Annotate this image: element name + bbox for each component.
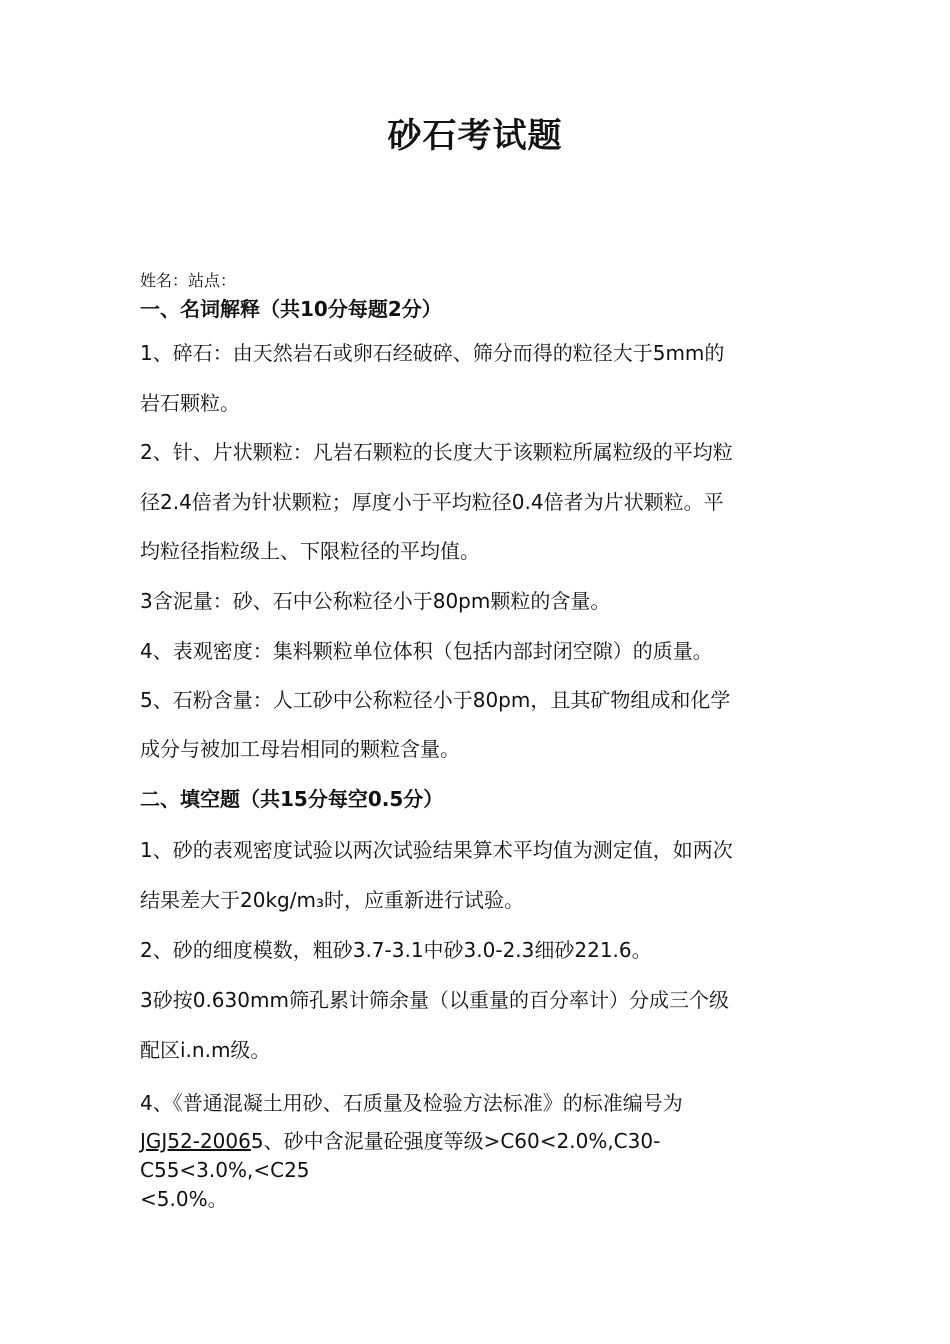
s2-line-6: 4、《普通混凝土用砂、石质量及检验方法标准》的标准编号为: [140, 1091, 683, 1115]
s1-line-9: 成分与被加工母岩相同的颗粒含量。: [140, 737, 460, 761]
s1-line-4: 径2.4倍者为针状颗粒；厚度小于平均粒径0.4倍者为片状颗粒。平: [140, 490, 724, 514]
standard-number: JGJ52-2006: [140, 1129, 251, 1153]
s1-line-6: 3含泥量：砂、石中公称粒径小于80pm颗粒的含量。: [140, 589, 611, 613]
s2-line-8: C55<3.0%,<C25: [140, 1158, 310, 1182]
section1-heading: 一、名词解释（共10分每题2分）: [140, 297, 442, 321]
s2-line-9: <5.0%。: [140, 1187, 228, 1211]
s1-line-5: 均粒径指粒级上、下限粒径的平均值。: [140, 539, 480, 563]
s2-line-7: [140, 1128, 660, 1154]
s2-line-2: 结果差大于20kg/m₃时，应重新进行试验。: [140, 888, 524, 912]
s1-line-2: 岩石颗粒。: [140, 391, 240, 415]
s2-line-5: 配区i.n.m级。: [140, 1038, 271, 1062]
s1-line-7: 4、表观密度：集料颗粒单位体积（包括内部封闭空隙）的质量。: [140, 639, 713, 663]
s2-line-4: 3砂按0.630mm筛孔累计筛余量（以重量的百分率计）分成三个级: [140, 988, 729, 1012]
s1-line-1: 1、碎石：由天然岩石或卵石经破碎、筛分而得的粒径大于5mm的: [140, 341, 725, 365]
section2-heading: 二、填空题（共15分每空0.5分）: [140, 787, 444, 811]
s2-line-1: 1、砂的表观密度试验以两次试验结果算术平均值为测定值，如两次: [140, 838, 733, 862]
s1-line-8: 5、石粉含量：人工砂中公称粒径小于80pm，且其矿物组成和化学: [140, 688, 731, 712]
s2-line-3: 2、砂的细度模数，粗砂3.7-3.1中砂3.0-2.3细砂221.6。: [140, 938, 652, 962]
page-title: 砂石考试题: [387, 116, 563, 156]
s2-line-7-rest: 5、砂中含泥量砼强度等级>C60<2.0%,C30-: [250, 1129, 661, 1153]
name-station-line: 姓名：站点：: [140, 271, 237, 290]
s1-line-3: 2、针、片状颗粒：凡岩石颗粒的长度大于该颗粒所属粒级的平均粒: [140, 440, 733, 464]
